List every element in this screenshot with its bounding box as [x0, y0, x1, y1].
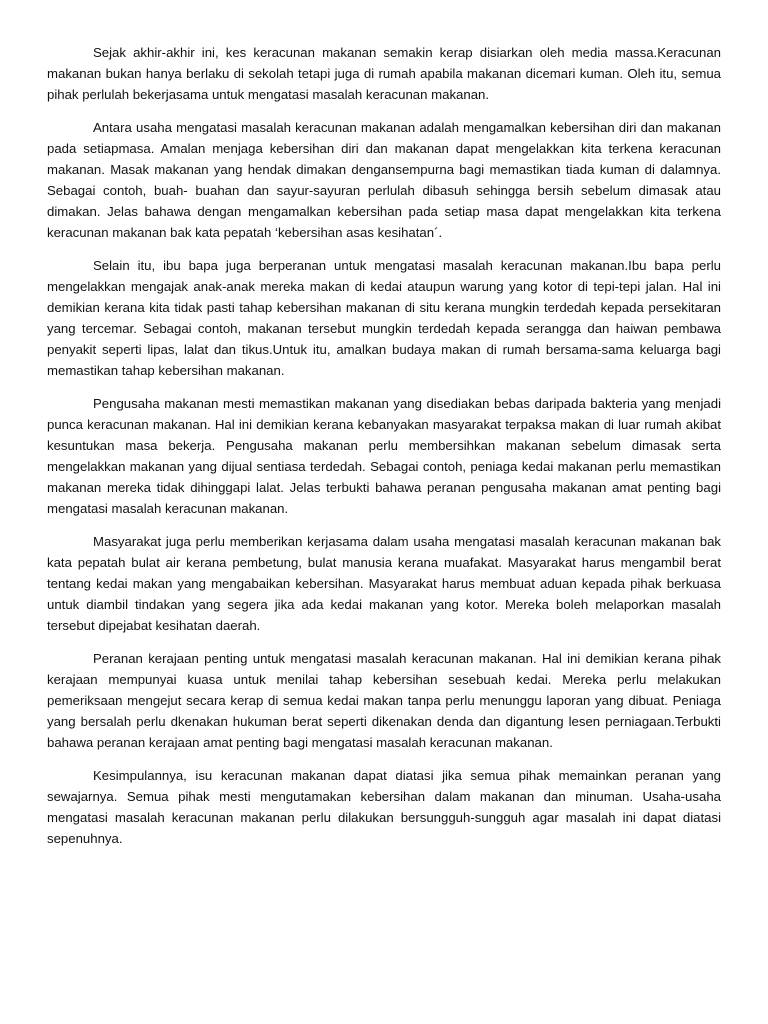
paragraph-conclusion: Kesimpulannya, isu keracunan makanan dapat diatasi jika semua pihak memainkan peranan yang sewajarnya. Semua pihak mesti mengutamakan kebersihan dalam makanan dan minuman. Usaha-usaha mengatasi masalah keracunan makanan perlu dilakukan bersungguh-sungguh agar masalah ini dapat diatasi sepenuhnya.	[47, 768, 721, 846]
paragraph-food-operators: Pengusaha makanan mesti memastikan makanan yang disediakan bebas daripada bakteria yang menjadi punca keracunan makanan. Hal ini demikian kerana kebanyakan masyarakat terpaksa makan di luar rumah akibat kesuntukan masa bekerja. Pengusaha makanan perlu membersihkan makanan sebelum dimasak serta mengelakkan makanan yang dijual sentiasa terdedah. Sebagai contoh, peniaga kedai makanan perlu memastikan makanan mereka tidak dihinggapi lalat. Jelas terbukti bahawa peranan pengusaha makanan amat penting bagi mengatasi masalah keracunan makanan.	[47, 396, 721, 516]
paragraph-community-role: Masyarakat juga perlu memberikan kerjasama dalam usaha mengatasi masalah keracunan makanan bak kata pepatah bulat air kerana pembetung, bulat manusia kerana muafakat. Masyarakat harus mengambil berat tentang kedai makan yang mengabaikan kebersihan. Masyarakat harus membuat aduan kepada pihak berkuasa untuk diambil tindakan yang segera jika ada kedai makanan yang kotor. Mereka boleh melaporkan masalah tersebut dipejabat kesihatan daerah.	[47, 534, 721, 633]
paragraph-government-role: Peranan kerajaan penting untuk mengatasi masalah keracunan makanan. Hal ini demikian kerana pihak kerajaan mempunyai kuasa untuk menilai tahap kebersihan sesebuah kedai. Mereka perlu melakukan pemeriksaan mengejut secara kerap di semua kedai makan tanpa perlu menunggu laporan yang dibuat. Peniaga yang bersalah perlu dkenakan hukuman berat seperti dikenakan denda dan digantung lesen perniagaan.Terbukti bahawa peranan kerajaan amat penting bagi mengatasi masalah keracunan makanan.	[47, 651, 721, 750]
paragraph-introduction: Sejak akhir-akhir ini, kes keracunan makanan semakin kerap disiarkan oleh media massa.Keracunan makanan bukan hanya berlaku di sekolah tetapi juga di rumah apabila makanan dicemari kuman. Oleh itu, semua pihak perlulah bekerjasama untuk mengatasi masalah keracunan makanan.	[47, 45, 721, 102]
paragraph-personal-hygiene: Antara usaha mengatasi masalah keracunan makanan adalah mengamalkan kebersihan diri dan makanan pada setiapmasa. Amalan menjaga kebersihan diri dan makanan dapat mengelakkan kita terkena keracunan makanan. Masak makanan yang hendak dimakan dengansempurna bagi memastikan tiada kuman di dalamnya. Sebagai contoh, buah- buahan dan sayur-sayuran perlulah dibasuh sehingga bersih sebelum dimasak atau dimakan. Jelas bahawa dengan mengamalkan kebersihan pada setiap masa dapat mengelakkan kita terkena keracunan makanan bak kata pepatah ‘kebersihan asas kesihatan´.	[47, 120, 721, 240]
paragraph-parents-role: Selain itu, ibu bapa juga berperanan untuk mengatasi masalah keracunan makanan.Ibu bapa perlu mengelakkan mengajak anak-anak mereka makan di kedai ataupun warung yang kotor di tepi-tepi jalan. Hal ini demikian kerana kita tidak pasti tahap kebersihan makanan di situ kerana mungkin terdedah kepada persekitaran yang tercemar. Sebagai contoh, makanan tersebut mungkin terdedah kepada serangga dan haiwan pembawa penyakit seperti lipas, lalat dan tikus.Untuk itu, amalkan budaya makan di rumah bersama-sama keluarga bagi memastikan tahap kebersihan makanan.	[47, 258, 721, 378]
essay-page	[47, 42, 721, 861]
